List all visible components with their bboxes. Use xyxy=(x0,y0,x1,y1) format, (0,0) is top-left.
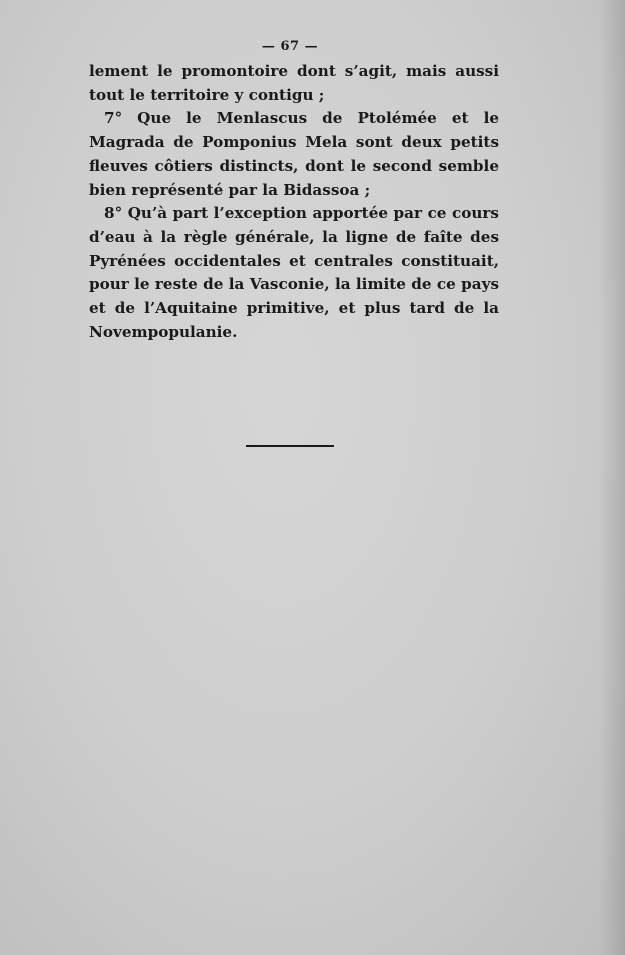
paragraph-continuation: lement le promontoire dont s’agit, mais aussi tout le territoire y contigu ; xyxy=(89,62,499,104)
page-edge-shadow xyxy=(599,0,625,955)
paragraph-item-8: 8° Qu’à part l’exception apportée par ce cours d’eau à la règle générale, la ligne de faîte des Pyrénées occidentales et centrales constituait, pour le reste de la Vasconie, la limite de ce pays et de l’Aquitaine primitive, et plus tard de la Novempopulanie. xyxy=(89,204,499,341)
page-number: — 67 — xyxy=(261,39,319,54)
paragraph-item-7: 7° Que le Menlascus de Ptolémée et le Magrada de Pomponius Mela sont deux petits fleuves côtiers distincts, dont le second semble bien représenté par la Bidassoa ; xyxy=(89,109,499,199)
body-text xyxy=(89,60,499,344)
section-end-rule xyxy=(246,445,334,447)
